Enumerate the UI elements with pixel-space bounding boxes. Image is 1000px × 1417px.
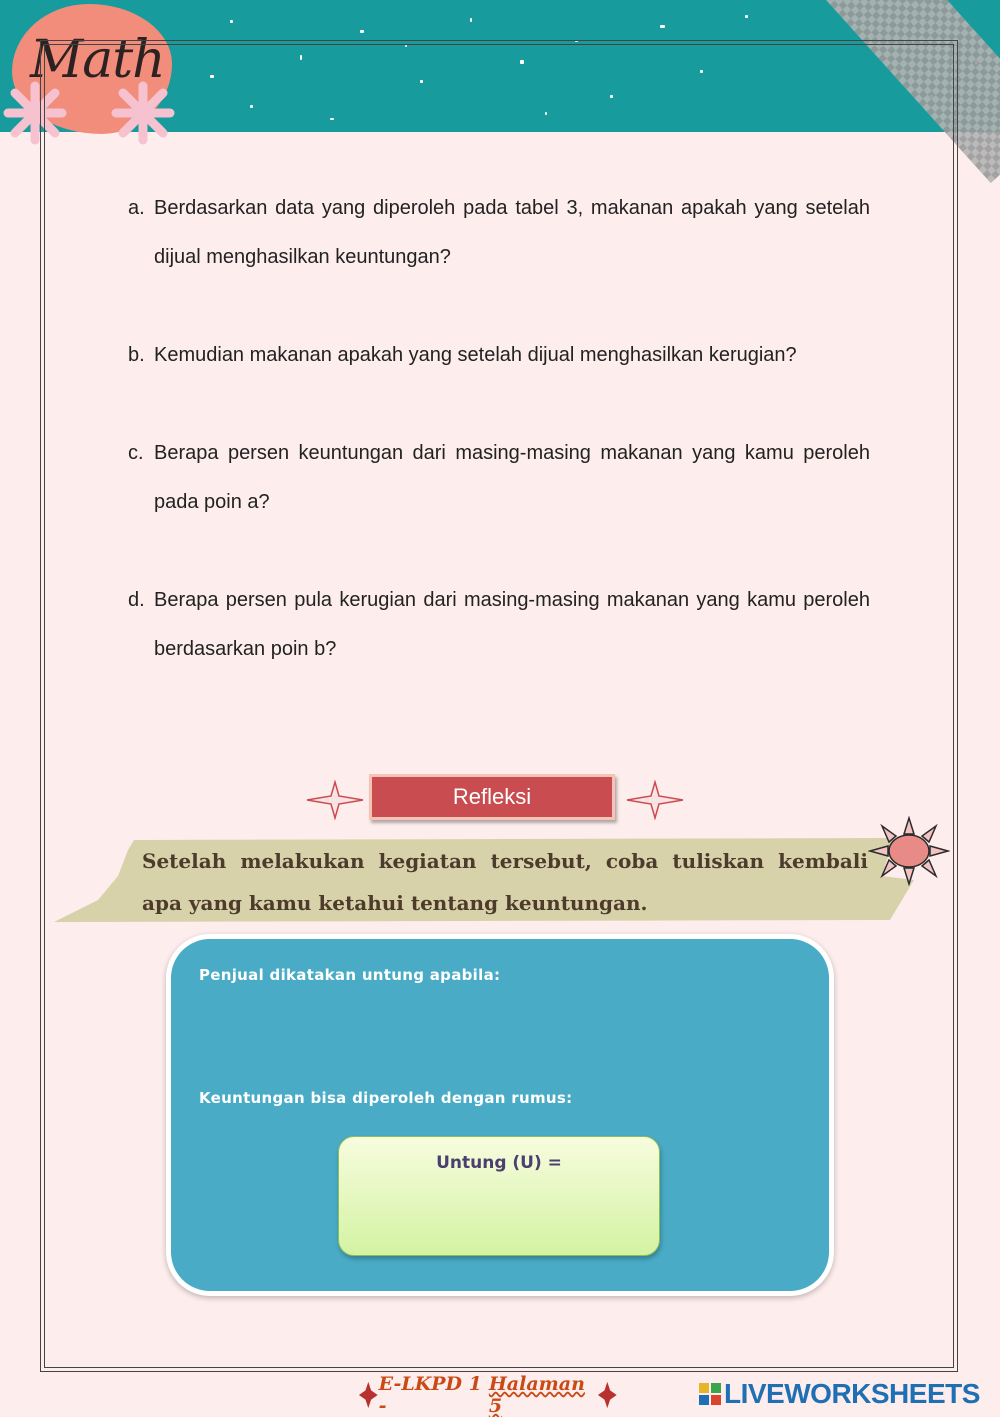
footer-doc-label: E-LKPD 1 - [378,1373,482,1417]
reflection-title: Refleksi [369,774,615,820]
formula-answer-box[interactable] [338,1136,660,1256]
page-footer [358,1373,618,1417]
question-letter: c. [128,442,144,464]
ornament-icon [597,1380,618,1410]
liveworksheets-logo-icon [698,1382,722,1406]
liveworksheets-watermark [698,1378,980,1410]
question-text: Kemudian makanan apakah yang setelah dijual menghasilkan kerugian? [154,344,797,366]
sparkle-icon [625,780,685,820]
question-letter: a. [128,197,145,219]
liveworksheets-text: LIVEWORKSHEETS [724,1378,980,1409]
question-letter: b. [128,344,145,366]
question-list [128,184,870,723]
question-letter: d. [128,589,145,611]
question-b [128,331,870,380]
ornament-icon [358,1380,379,1410]
formula-prefix: Untung (U) = [436,1153,562,1173]
question-text: Berapa persen keuntungan dari masing-masing makanan yang kamu peroleh pada poin a? [154,442,870,513]
sparkle-icon [305,780,365,820]
question-d [128,576,870,674]
reflection-banner [305,772,685,828]
question-text: Berapa persen pula kerugian dari masing-masing makanan yang kamu peroleh berdasarkan poin b? [154,589,870,660]
question-a [128,184,870,282]
question-c [128,429,870,527]
reflection-instruction: Setelah melakukan kegiatan tersebut, coba tuliskan kembali apa yang kamu ketahui tentang keuntungan. [142,849,868,915]
profit-condition-label: Penjual dikatakan untung apabila: [199,966,501,984]
profit-formula-label: Keuntungan bisa diperoleh dengan rumus: [199,1089,573,1107]
question-text: Berdasarkan data yang diperoleh pada tabel 3, makanan apakah yang setelah dijual menghasilkan keuntungan? [154,197,870,268]
sun-icon [868,816,950,886]
math-logo-text: Math [30,30,165,90]
footer-page-number: Halaman 5 [488,1373,585,1417]
